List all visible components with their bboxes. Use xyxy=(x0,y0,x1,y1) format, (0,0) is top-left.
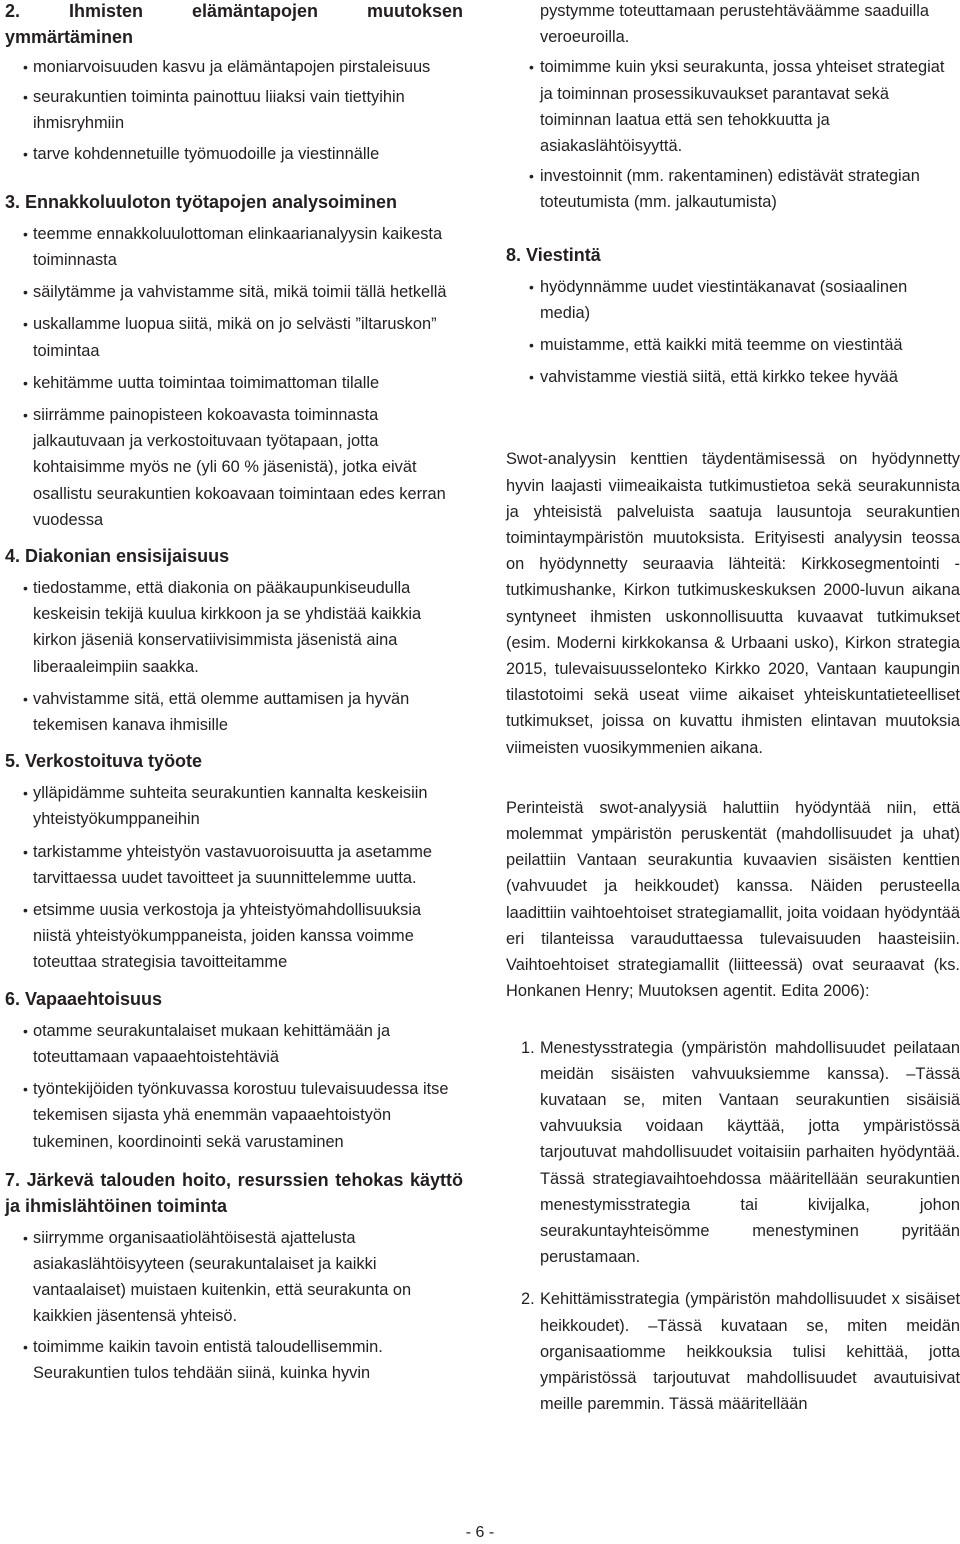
strategy-item xyxy=(521,1035,960,1271)
section-heading-8: 8. Viestintä xyxy=(506,244,601,265)
list-item: • tarve kohdennetuille työmuodoille ja viestinnälle xyxy=(33,141,463,167)
list-item: • tarkistamme yhteistyön vastavuoroisuutta ja asetamme tarvittaessa uudet tavoitteet ja suunnittelemme uutta. xyxy=(33,839,463,891)
list-item: • muistamme, että kaikki mitä teemme on viestintää xyxy=(540,332,960,358)
list-item: • tiedostamme, että diakonia on pääkaupunkiseudulla keskeisin tekijä kuulua kirkkoon ja se yhdistää kaikkia kirkon jäseniä konservatiivisimmista jäsenistä aina liberaaleimpiin saakka. xyxy=(33,575,463,680)
section-7-list xyxy=(5,1225,463,1386)
section-3-list xyxy=(5,221,463,533)
section-6-list xyxy=(5,1018,463,1155)
section-8-list xyxy=(506,274,960,391)
section-2-list xyxy=(5,54,463,167)
list-item: • hyödynnämme uudet viestintäkanavat (sosiaalinen media) xyxy=(540,274,960,326)
list-item: • siirrämme painopisteen kokoavasta toiminnasta jalkautuvaan ja verkostoituvaan työtapaan, jotta kohtaisimme myös ne (yli 60 % jäsenistä), jotka eivät osallistu seurakuntien kokoavaan toimintaan edes kerran vuodessa xyxy=(33,402,463,533)
section-heading-3: 3. Ennakkoluuloton työtapojen analysoiminen xyxy=(5,191,398,212)
list-item: • työntekijöiden työnkuvassa korostuu tulevaisuudessa itse tekemisen sijasta yhä enemmän vapaaehtoistyön tukeminen, koordinointi sekä varustaminen xyxy=(33,1076,463,1155)
strategy-list xyxy=(506,1035,960,1418)
section-heading-5: 5. Verkostoituva työote xyxy=(5,751,203,772)
right-column xyxy=(506,0,960,1417)
section-heading-4: 4. Diakonian ensisijaisuus xyxy=(5,546,230,567)
list-item: • uskallamme luopua siitä, mikä on jo selvästi ”iltaruskon” toimintaa xyxy=(33,311,463,363)
list-item: • siirrymme organisaatiolähtöisestä ajattelusta asiakaslähtöisyyteen (seurakuntalaiset ja kaikki vantaalaiset) muistaen kuitenkin, että seurakunta on kaikkien jäsentensä yhteisö. xyxy=(33,1225,463,1330)
list-item: • etsimme uusia verkostoja ja yhteistyömahdollisuuksia niistä yhteistyökumppaneista, joiden kanssa voimme toteuttaa strategisia tavoitteitamme xyxy=(33,897,463,976)
list-item: • moniarvoisuuden kasvu ja elämäntapojen pirstaleisuus xyxy=(33,54,463,80)
section-heading-2: 2. Ihmisten elämäntapojen muutoksen ymmärtäminen xyxy=(5,1,463,47)
list-item: • toimimme kaikin tavoin entistä taloudellisemmin. Seurakuntien tulos tehdään siinä, kuinka hyvin xyxy=(33,1334,463,1386)
list-item: • säilytämme ja vahvistamme sitä, mikä toimii tällä hetkellä xyxy=(33,279,463,305)
strategy-number: 1. xyxy=(521,1038,535,1057)
section-heading-7: 7. Järkevä talouden hoito, resurssien tehokas käyttö ja ihmislähtöinen toiminta xyxy=(5,1169,463,1216)
strategy-text: Kehittämisstrategia (ympäristön mahdollisuudet x sisäiset heikkoudet). –Tässä kuvataan se, miten meidän organisaatiomme heikkouksia tulisi kehittää, jotta ympäristössä tarjoutuvat mahdollisuudet avautuisivat meille paremmin. Tässä määritellään xyxy=(540,1290,960,1414)
list-item: • teemme ennakkoluulottoman elinkaarianalyysin kaikesta toiminnasta xyxy=(33,221,463,273)
swot-paragraph-1: Swot-analyysin kenttien täydentämisessä on hyödynnetty hyvin laajasti viimeaikaista tutkimustietoa sekä seurakunnista ja yhteisistä palveluista saatuja lausuntoja seurakuntien toimintaympäristön muutoksista. Erityisesti analyysin teossa on hyödynnetty seuraavia lähteitä: Kirkkosegmentointi -tutkimushanke, Kirkon tutkimuskeskuksen 2000-luvun aikana syntyneet ihmisten uskonnollisuutta kuvaavat tutkimukset (esim. Moderni kirkkokansa & Urbaani usko), Kirkon strategia 2015, tulevaisuusselonteko Kirkko 2020, Vantaan kaupungin tilastotoimi sekä useat viime aikaiset yhteiskuntatieteelliset tutkimukset, joissa on kuvattu ihmisten elintavan muutoksia viimeisten vuosikymmenien aikana. xyxy=(506,450,960,757)
list-item-continued: pystymme toteuttamaan perustehtäväämme saaduilla veroeuroilla. xyxy=(540,2,930,47)
list-item: • toimimme kuin yksi seurakunta, jossa yhteiset strategiat ja toiminnan prosessikuvaukset parantavat sekä toiminnan laatua että sen tehokkuutta ja asiakaslähtöisyyttä. xyxy=(540,54,960,159)
list-item: • seurakuntien toiminta painottuu liiaksi vain tiettyihin ihmisryhmiin xyxy=(33,84,463,136)
section-5-list xyxy=(5,780,463,975)
list-item: • otamme seurakuntalaiset mukaan kehittämään ja toteuttamaan vapaaehtoistehtäviä xyxy=(33,1018,463,1070)
section-heading-6: 6. Vapaaehtoisuus xyxy=(5,988,163,1009)
list-item: • vahvistamme sitä, että olemme auttamisen ja hyvän tekemisen kanava ihmisille xyxy=(33,686,463,738)
strategy-item xyxy=(521,1286,960,1417)
section-4-list xyxy=(5,575,463,738)
strategy-text: Menestysstrategia (ympäristön mahdollisuudet peilataan meidän sisäisten vahvuuksiemme kanssa). –Tässä kuvataan se, miten Vantaan seurakuntien sisäisiä vahvuuksia voidaan käyttää, jotta ympäristössä tarjoutuvat mahdollisuudet voitaisiin parhaiten hyödyntää. Tässä strategiavaihtoehdossa määritellään seurakuntien menestymisstrategia tai kivijalka, johon seurakuntayhteisömme menestyminen pyritään perustamaan. xyxy=(540,1038,960,1267)
list-item: • investoinnit (mm. rakentaminen) edistävät strategian toteutumista (mm. jalkautumista) xyxy=(540,163,960,215)
left-column xyxy=(5,0,463,1386)
strategy-number: 2. xyxy=(521,1290,535,1309)
list-item: • ylläpidämme suhteita seurakuntien kannalta keskeisiin yhteistyökumppaneihin xyxy=(33,780,463,832)
list-item: • kehitämme uutta toimintaa toimimattoman tilalle xyxy=(33,370,463,396)
section-7-continued-list xyxy=(506,0,960,216)
swot-paragraph-2: Perinteistä swot-analyysiä haluttiin hyödyntää niin, että molemmat ympäristön peruskentät (mahdollisuudet ja uhat) peilattiin Vantaan seurakuntia kuvaavien sisäisten kenttien (vahvuudet ja heikkoudet) kanssa. Näiden perusteella laadittiin vaihtoehtoiset strategiamallit, joita voidaan hyödyntää eri tilanteissa varauduttaessa tulevaisuuden haasteisiin. Vaihtoehtoiset strategiamallit (liitteessä) ovat seuraavat (ks. Honkanen Henry; Muutoksen agentit. Edita 2006): xyxy=(506,798,960,1001)
page-number: - 6 - xyxy=(465,1524,495,1541)
list-item: • vahvistamme viestiä siitä, että kirkko tekee hyvää xyxy=(540,364,960,390)
